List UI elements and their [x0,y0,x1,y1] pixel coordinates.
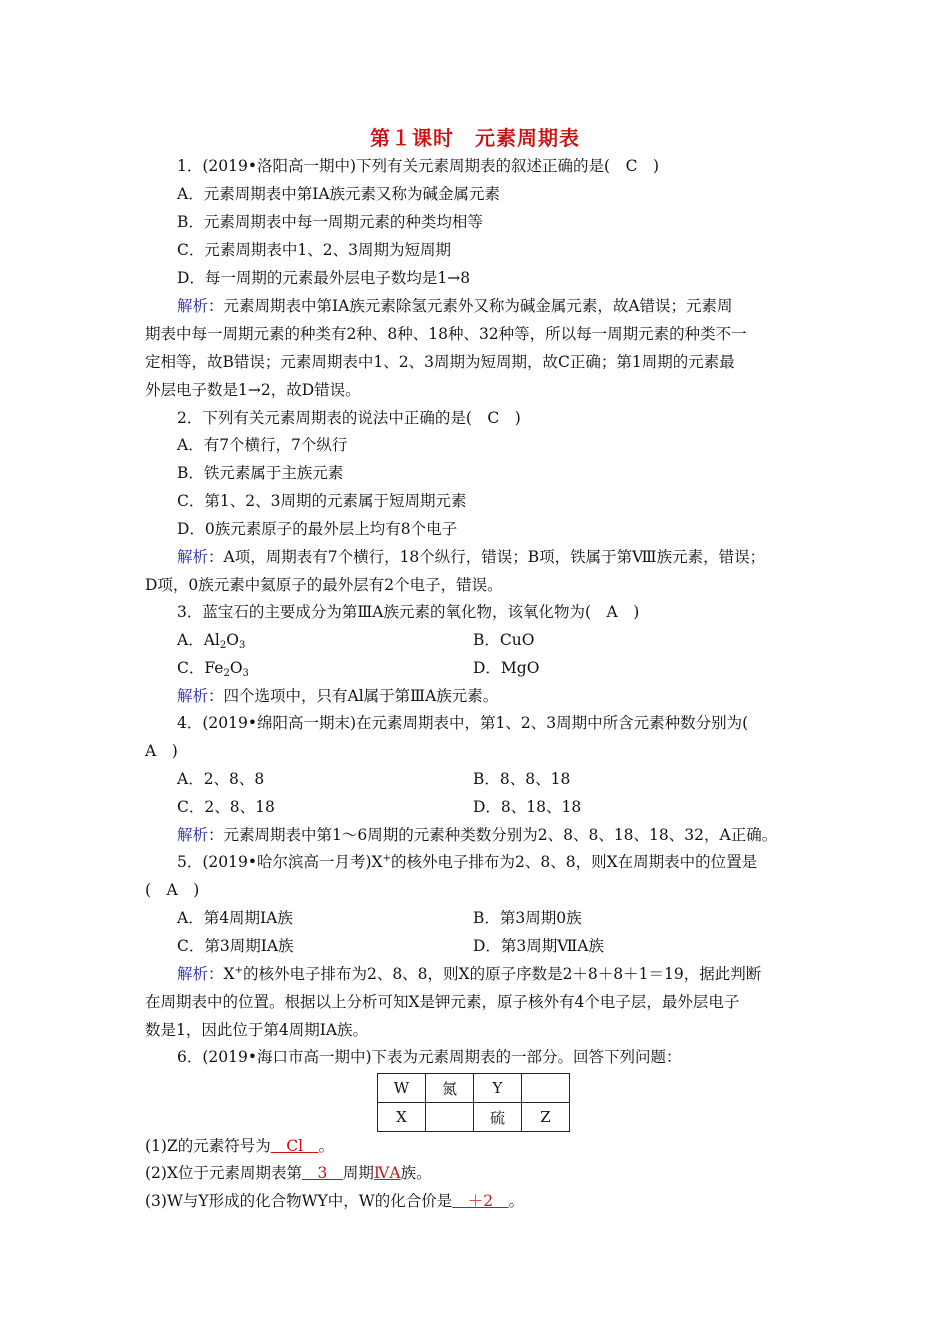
table-row [378,1074,570,1103]
explanation-label: 解析 [177,826,209,844]
q3-explanation-text: ：四个选项中，只有Al属于第ⅢA族元素。 [208,687,499,705]
explanation-label: 解析 [177,297,209,315]
q4-option-c: C．2、8、18 [177,798,275,816]
table-cell: W [378,1074,426,1103]
q2-option-a: A．有7个横行，7个纵行 [177,436,348,454]
q5-explanation-line: 解析：X+的核外电子排布为2、8、8，则X的原子序数是2＋8＋8＋1＝19，据此判断 [177,965,762,983]
q5-stem-cont: ( A ) [145,881,200,899]
q1-option-a: A．元素周期表中第ⅠA族元素又称为碱金属元素 [177,185,501,203]
lesson-title: 第１课时 元素周期表 [370,126,580,150]
answer-blank: Cl [270,1137,319,1155]
q2-stem: 2．下列有关元素周期表的说法中正确的是( C ) [177,409,521,427]
q5-option-c: C．第3周期ⅠA族 [177,937,294,955]
q4-option-b: B．8、8、18 [473,770,571,788]
table-cell: Z [522,1103,570,1132]
q4-stem: 4．(2019•绵阳高一期末)在元素周期表中，第1、2、3周期中所含元素种数分别为( [177,714,749,732]
q2-explanation-text: ：A项，周期表有7个横行，18个纵行，错误；B项，铁属于第Ⅷ族元素，错误； [208,548,766,566]
explanation-label: 解析 [177,548,209,566]
q3-explanation-line [177,686,498,706]
q4-option-d: D．8、18、18 [473,798,582,816]
q6-part-2: (2)X位于元素周期表第 3 周期ⅣA族。 [145,1164,432,1182]
table-cell: Y [474,1074,522,1103]
q3-option-a: A．$Al_2O_3$ [177,631,246,651]
q1-explanation-line [177,296,733,316]
q4-stem-cont: A ) [145,742,178,760]
q2-option-c: C．第1、2、3周期的元素属于短周期元素 [177,492,467,510]
explanation-label: 解析 [177,687,209,705]
q1-option-d: D．每一周期的元素最外层电子数均是1→8 [177,269,471,287]
table-row [378,1103,570,1132]
q1-explanation-line: 外层电子数是1→2，故D错误。 [145,381,361,399]
q2-option-d: D．0族元素原子的最外层上均有8个电子 [177,520,458,538]
q2-option-b: B．铁元素属于主族元素 [177,464,344,482]
table-cell: 氮 [426,1074,474,1103]
table-cell [426,1103,474,1132]
q1-option-c: C．元素周期表中1、2、3周期为短周期 [177,241,451,259]
q5-explanation-line: 在周期表中的位置。根据以上分析可知X是钾元素，原子核外有4个电子层，最外层电子 [145,993,740,1011]
explanation-label: 解析 [177,965,209,983]
q1-explanation-text: ：元素周期表中第ⅠA族元素除氢元素外又称为碱金属元素，故A错误；元素周 [208,297,733,315]
table-cell [522,1074,570,1103]
periodic-table-fragment [377,1073,570,1132]
answer-blank: ＋2 [452,1192,509,1210]
q2-explanation-line [177,547,765,567]
q2-explanation-line: D项，0族元素中氦原子的最外层有2个电子，错误。 [145,576,503,594]
q3-option-b: B．CuO [473,631,535,649]
q1-explanation-line: 定相等，故B错误；元素周期表中1、2、3周期为短周期，故C正确；第1周期的元素最 [145,353,735,371]
table-cell: X [378,1103,426,1132]
q6-part-3: (3)W与Y形成的化合物WY中，W的化合价是 ＋2 。 [145,1192,525,1210]
q3-option-c: C．$Fe_2O_3$ [177,659,249,679]
q5-stem: 5．(2019•哈尔滨高一月考)X+的核外电子排布为2、8、8，则X在周期表中的位置是 [177,853,758,871]
q1-explanation-line: 期表中每一周期元素的种类有2种、8种、18种、32种等，所以每一周期元素的种类不一 [145,325,747,343]
q5-explanation-line: 数是1，因此位于第4周期ⅠA族。 [145,1021,369,1039]
q1-option-b: B．元素周期表中每一周期元素的种类均相等 [177,213,483,231]
q1-stem: 1．(2019•洛阳高一期中)下列有关元素周期表的叙述正确的是( C ) [177,157,660,175]
q6-part-1: (1)Z的元素符号为 Cl 。 [145,1137,335,1155]
q4-explanation-line [177,825,777,845]
q6-stem: 6．(2019•海口市高一期中)下表为元素周期表的一部分。回答下列问题： [177,1048,682,1066]
q5-option-a: A．第4周期ⅠA族 [177,909,293,927]
answer-blank: ⅣA [373,1164,401,1182]
table-cell: 硫 [474,1103,522,1132]
q4-option-a: A．2、8、8 [177,770,265,788]
q3-stem: 3．蓝宝石的主要成分为第ⅢA族元素的氧化物，该氧化物为( A ) [177,603,640,621]
answer-blank: 3 [302,1164,343,1182]
q4-explanation-text: ：元素周期表中第1～6周期的元素种类数分别为2、8、8、18、18、32，A正确。 [208,826,778,844]
q5-option-d: D．第3周期ⅦA族 [473,937,604,955]
q3-option-d: D．MgO [473,659,540,677]
q5-option-b: B．第3周期0族 [473,909,582,927]
